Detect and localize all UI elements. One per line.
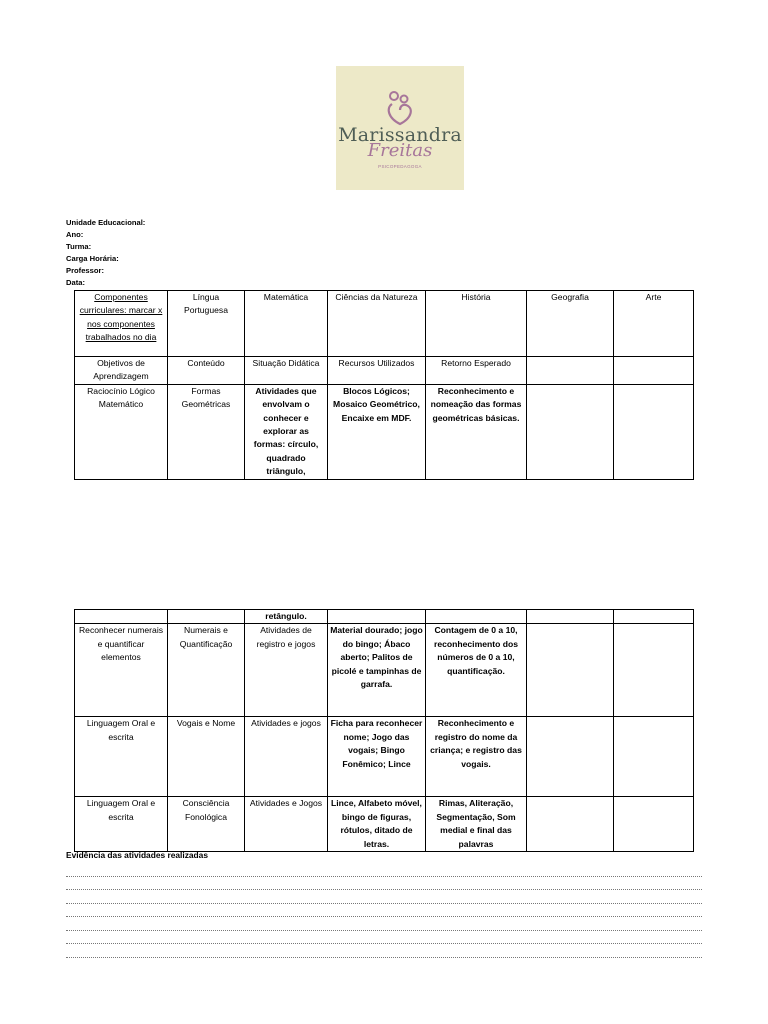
field-professor: Professor: — [66, 266, 104, 275]
table-cell: Atividades e jogos — [245, 717, 328, 797]
header-row — [75, 291, 694, 357]
table-cell: Contagem de 0 a 10, reconhecimento dos números de 0 a 10, quantificação. — [426, 624, 527, 717]
table-row — [75, 624, 694, 717]
table-cell: Reconhecimento e nomeação das formas geométricas básicas. — [426, 384, 527, 479]
evidence-label: Evidência das atividades realizadas — [66, 850, 208, 860]
table-cell — [527, 384, 614, 479]
writing-line[interactable] — [66, 930, 702, 931]
table-cell: Atividades e Jogos — [245, 797, 328, 852]
table-cell: retângulo. — [245, 610, 328, 624]
table-cell: Formas Geométricas — [168, 384, 245, 479]
logo — [336, 66, 464, 190]
table-cell: Reconhecimento e registro do nome da criança; e registro das vogais. — [426, 717, 527, 797]
writing-line[interactable] — [66, 916, 702, 917]
info-fields — [66, 217, 145, 289]
table-cell — [614, 717, 694, 797]
table-cell — [614, 797, 694, 852]
field-ano: Ano: — [66, 230, 84, 239]
header-cell: Língua Portuguesa — [168, 291, 245, 357]
logo-brand-name: Marissandra — [338, 124, 462, 146]
table-cell — [527, 624, 614, 717]
header-cell: História — [426, 291, 527, 357]
writing-line[interactable] — [66, 943, 702, 944]
logo-tagline: PSICOPEDAGOGA — [378, 164, 422, 169]
table-cell: Rimas, Aliteração, Segmentação, Som medial e final das palavras — [426, 797, 527, 852]
table-cell: Raciocínio Lógico Matemático — [75, 384, 168, 479]
table-cell: Linguagem Oral e escrita — [75, 797, 168, 852]
table-cell: Atividades de registro e jogos — [245, 624, 328, 717]
writing-line[interactable] — [66, 903, 702, 904]
table-cell — [614, 610, 694, 624]
table-cell — [614, 624, 694, 717]
header-cell: Componentes curriculares: marcar x nos componentes trabalhados no dia — [75, 291, 168, 357]
lesson-plan-table-top — [74, 290, 694, 480]
header-cell: Ciências da Natureza — [328, 291, 426, 357]
table-cell — [527, 717, 614, 797]
table-row — [75, 384, 694, 479]
writing-line[interactable] — [66, 889, 702, 890]
header-cell: Matemática — [245, 291, 328, 357]
header-cell: Arte — [614, 291, 694, 357]
table-cell: Consciência Fonológica — [168, 797, 245, 852]
subheader-cell: Recursos Utilizados — [328, 357, 426, 385]
table-row — [75, 610, 694, 624]
table-cell — [75, 610, 168, 624]
table-cell — [527, 610, 614, 624]
table-cell — [328, 610, 426, 624]
table-row — [75, 717, 694, 797]
header-cell: Geografia — [527, 291, 614, 357]
table-cell: Reconhecer numerais e quantificar elementos — [75, 624, 168, 717]
table-cell: Linguagem Oral e escrita — [75, 717, 168, 797]
table-cell: Ficha para reconhecer nome; Jogo das vogais; Bingo Fonêmico; Lince — [328, 717, 426, 797]
table-row — [75, 797, 694, 852]
lesson-plan-table-continued — [74, 609, 694, 852]
writing-line[interactable] — [66, 957, 702, 958]
table-cell: Vogais e Nome — [168, 717, 245, 797]
table-cell — [426, 610, 527, 624]
logo-script-name: Freitas — [367, 140, 433, 161]
subheader-cell: Conteúdo — [168, 357, 245, 385]
table-cell: Atividades que envolvam o conhecer e explorar as formas: círculo, quadrado triângulo, — [245, 384, 328, 479]
subheader-cell — [614, 357, 694, 385]
table-cell — [168, 610, 245, 624]
table-cell: Lince, Alfabeto móvel, bingo de figuras, rótulos, ditado de letras. — [328, 797, 426, 852]
subheader-cell: Situação Didática — [245, 357, 328, 385]
table-cell — [614, 384, 694, 479]
table-cell: Blocos Lógicos; Mosaico Geométrico, Encaixe em MDF. — [328, 384, 426, 479]
subheader-cell — [527, 357, 614, 385]
field-turma: Turma: — [66, 242, 92, 251]
table-cell — [527, 797, 614, 852]
field-carga-horaria: Carga Horária: — [66, 254, 119, 263]
field-data: Data: — [66, 278, 85, 287]
table-cell: Material dourado; jogo do bingo; Ábaco aberto; Palitos de picolé e tampinhas de garrafa. — [328, 624, 426, 717]
writing-line[interactable] — [66, 876, 702, 877]
field-unidade: Unidade Educacional: — [66, 218, 146, 227]
subheader-cell: Objetivos de Aprendizagem — [75, 357, 168, 385]
subheader-cell: Retorno Esperado — [426, 357, 527, 385]
subheader-row — [75, 357, 694, 385]
table-cell: Numerais e Quantificação — [168, 624, 245, 717]
